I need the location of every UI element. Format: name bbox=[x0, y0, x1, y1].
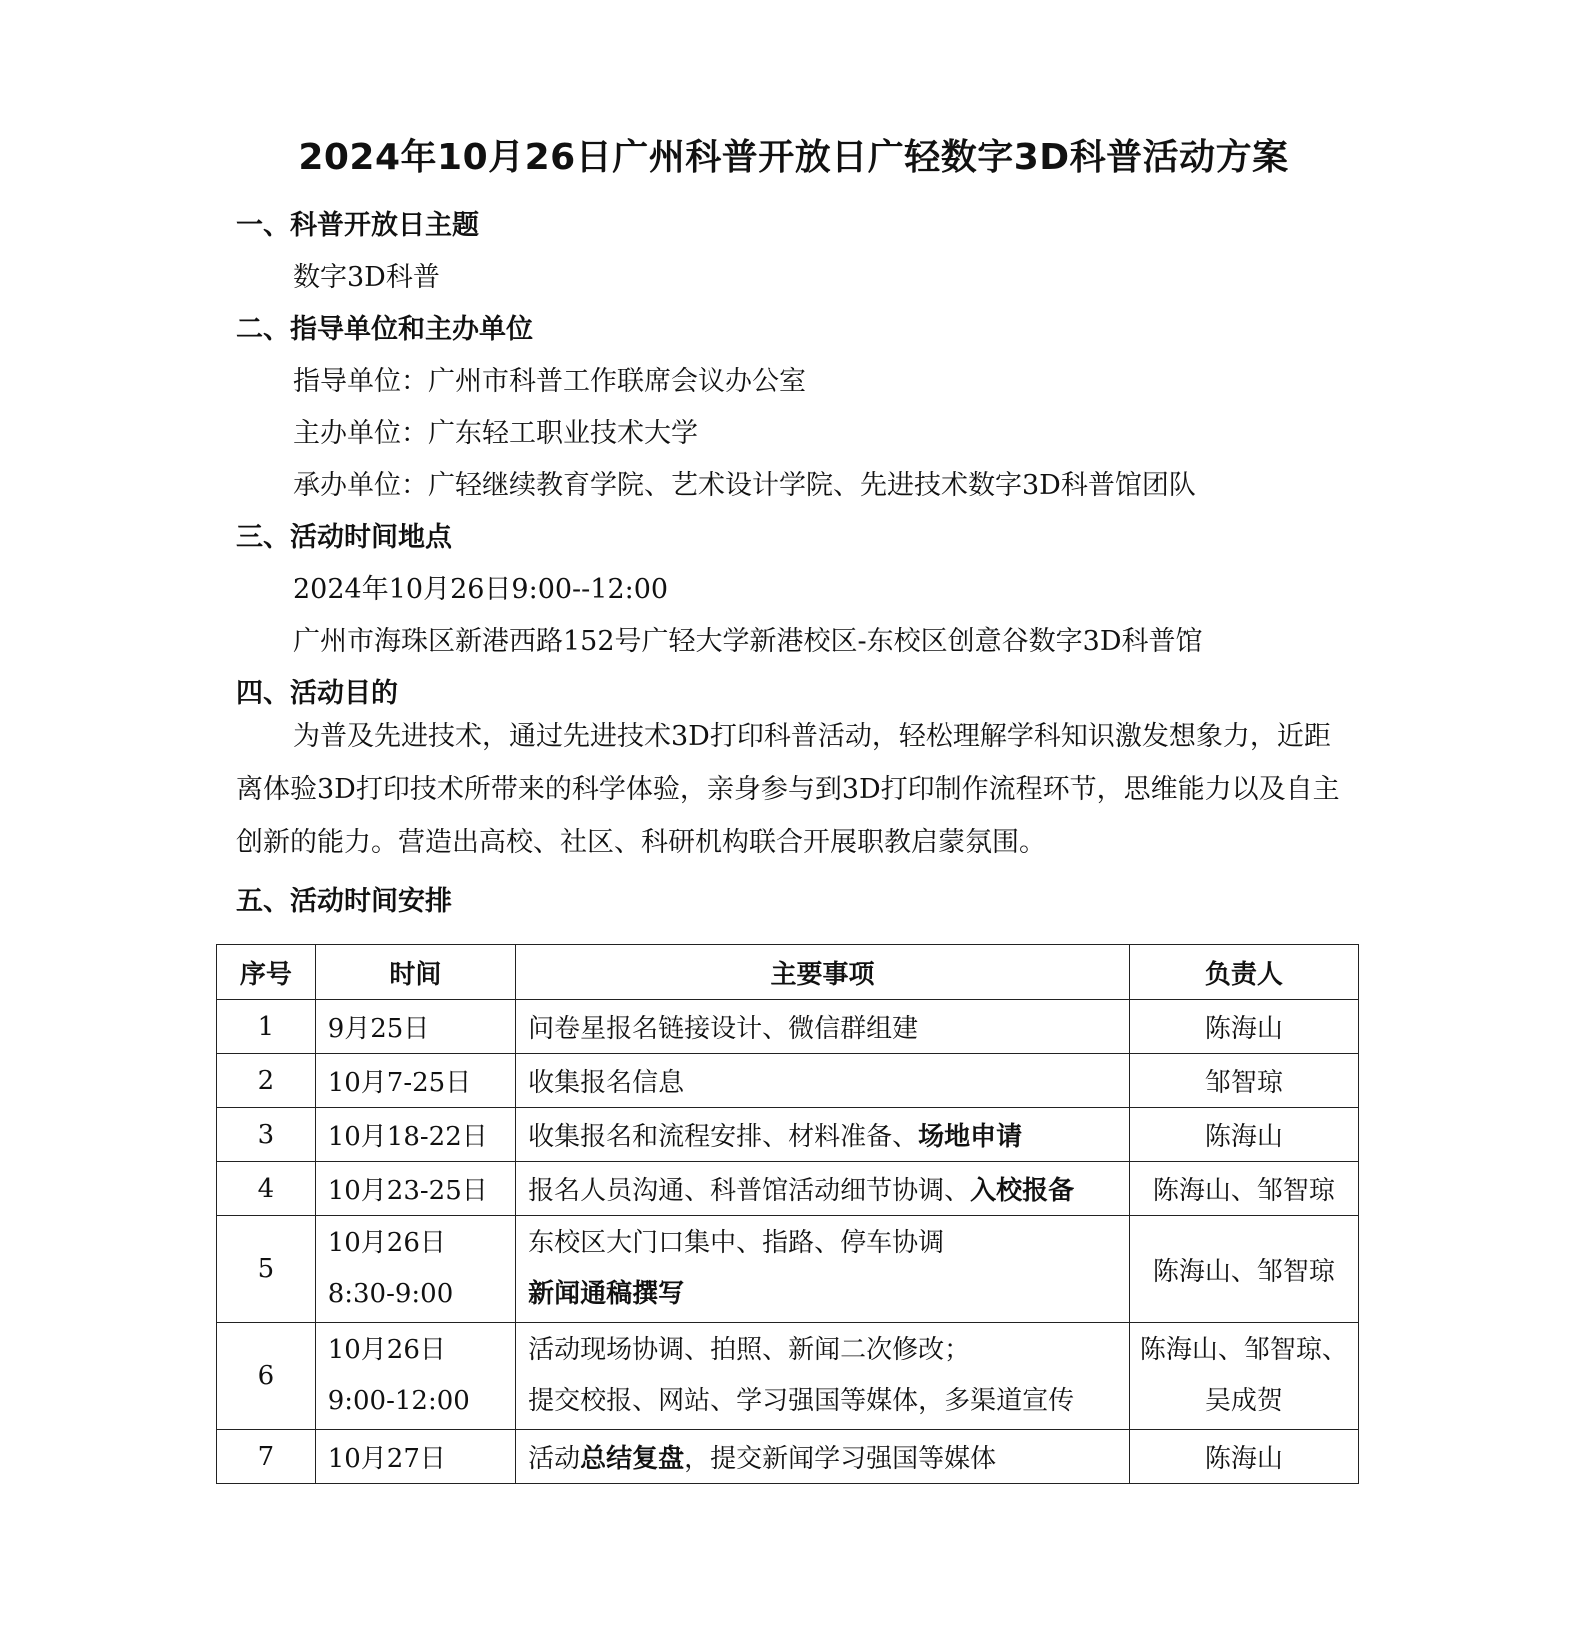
row-owner bbox=[1129, 1323, 1358, 1430]
table-header-row bbox=[217, 945, 1359, 1000]
row-time: 10月23-25日 bbox=[315, 1162, 515, 1216]
host-unit: 主办单位：广东轻工职业技术大学 bbox=[293, 418, 698, 449]
row-task: 收集报名信息 bbox=[516, 1054, 1130, 1108]
section-1-heading: 一、科普开放日主题 bbox=[236, 210, 479, 241]
section-3-heading: 三、活动时间地点 bbox=[236, 522, 452, 553]
row-time: 9月25日 bbox=[315, 1000, 515, 1054]
time-range: 8:30-9:00 bbox=[327, 1279, 454, 1309]
organizer-unit: 承办单位：广轻继续教育学院、艺术设计学院、先进技术数字3D科普馆团队 bbox=[293, 470, 1196, 501]
task-text: 收集报名和流程安排、材料准备、 bbox=[528, 1122, 919, 1152]
row-owner: 陈海山、邹智琼 bbox=[1129, 1162, 1358, 1216]
table-row bbox=[217, 1000, 1359, 1054]
table-row bbox=[217, 1216, 1359, 1323]
theme-text: 数字3D科普 bbox=[293, 262, 440, 293]
table-row bbox=[217, 1323, 1359, 1430]
row-time: 10月27日 bbox=[315, 1430, 515, 1484]
row-task: 问卷星报名链接设计、微信群组建 bbox=[516, 1000, 1130, 1054]
task-line: 东校区大门口集中、指路、停车协调 bbox=[528, 1228, 945, 1258]
task-text: 报名人员沟通、科普馆活动细节协调、 bbox=[528, 1176, 971, 1206]
row-time: 10月18-22日 bbox=[315, 1108, 515, 1162]
row-task bbox=[516, 1430, 1130, 1484]
section-5-heading: 五、活动时间安排 bbox=[236, 886, 452, 917]
task-line: 提交校报、网站、学习强国等媒体，多渠道宣传 bbox=[528, 1386, 1075, 1416]
task-emphasis: 入校报备 bbox=[970, 1176, 1075, 1206]
row-time bbox=[315, 1216, 515, 1323]
row-owner: 陈海山、邹智琼 bbox=[1129, 1216, 1358, 1323]
header-owner: 负责人 bbox=[1129, 945, 1358, 1000]
row-time bbox=[315, 1323, 515, 1430]
row-owner: 邹智琼 bbox=[1129, 1054, 1358, 1108]
task-emphasis: 场地申请 bbox=[918, 1122, 1023, 1152]
time-range: 9:00-12:00 bbox=[327, 1386, 470, 1416]
row-owner: 陈海山 bbox=[1129, 1430, 1358, 1484]
row-task bbox=[516, 1216, 1130, 1323]
event-time: 2024年10月26日9:00--12:00 bbox=[293, 574, 669, 605]
purpose-paragraph bbox=[236, 710, 1356, 869]
section-4-heading: 四、活动目的 bbox=[236, 678, 398, 709]
time-date: 10月26日 bbox=[327, 1335, 446, 1365]
row-seq: 1 bbox=[217, 1000, 316, 1054]
section-2-heading: 二、指导单位和主办单位 bbox=[236, 314, 533, 345]
header-task: 主要事项 bbox=[516, 945, 1130, 1000]
time-date: 10月26日 bbox=[327, 1228, 446, 1258]
purpose-text: 为普及先进技术，通过先进技术3D打印科普活动，轻松理解学科知识激发想象力，近距离体验3D打印技术所带来的科学体验，亲身参与到3D打印制作流程环节，思维能力以及自主创新的能力。营造出高校、社区、科研机构联合开展职教启蒙氛围。 bbox=[236, 721, 1340, 858]
row-owner: 陈海山 bbox=[1129, 1108, 1358, 1162]
task-emphasis: 新闻通稿撰写 bbox=[528, 1279, 685, 1309]
row-seq: 6 bbox=[217, 1323, 316, 1430]
row-task bbox=[516, 1323, 1130, 1430]
row-seq: 2 bbox=[217, 1054, 316, 1108]
table-row bbox=[217, 1108, 1359, 1162]
row-time: 10月7-25日 bbox=[315, 1054, 515, 1108]
header-time: 时间 bbox=[315, 945, 515, 1000]
task-line: 活动现场协调、拍照、新闻二次修改； bbox=[528, 1335, 971, 1365]
event-location: 广州市海珠区新港西路152号广轻大学新港校区-东校区创意谷数字3D科普馆 bbox=[293, 626, 1203, 657]
row-seq: 3 bbox=[217, 1108, 316, 1162]
table-row bbox=[217, 1430, 1359, 1484]
row-task bbox=[516, 1108, 1130, 1162]
schedule-table bbox=[216, 944, 1359, 1484]
table-row bbox=[217, 1162, 1359, 1216]
owner-line: 吴成贺 bbox=[1204, 1386, 1283, 1416]
row-seq: 4 bbox=[217, 1162, 316, 1216]
row-task bbox=[516, 1162, 1130, 1216]
task-text: 活动 bbox=[528, 1444, 581, 1474]
owner-line: 陈海山、邹智琼、 bbox=[1139, 1335, 1348, 1365]
guiding-unit: 指导单位：广州市科普工作联席会议办公室 bbox=[293, 366, 806, 397]
row-seq: 5 bbox=[217, 1216, 316, 1323]
document-title: 2024年10月26日广州科普开放日广轻数字3D科普活动方案 bbox=[298, 137, 1289, 178]
table-row bbox=[217, 1054, 1359, 1108]
task-text: ，提交新闻学习强国等媒体 bbox=[684, 1444, 997, 1474]
task-emphasis: 总结复盘 bbox=[580, 1444, 685, 1474]
row-owner: 陈海山 bbox=[1129, 1000, 1358, 1054]
row-seq: 7 bbox=[217, 1430, 316, 1484]
header-seq: 序号 bbox=[217, 945, 316, 1000]
